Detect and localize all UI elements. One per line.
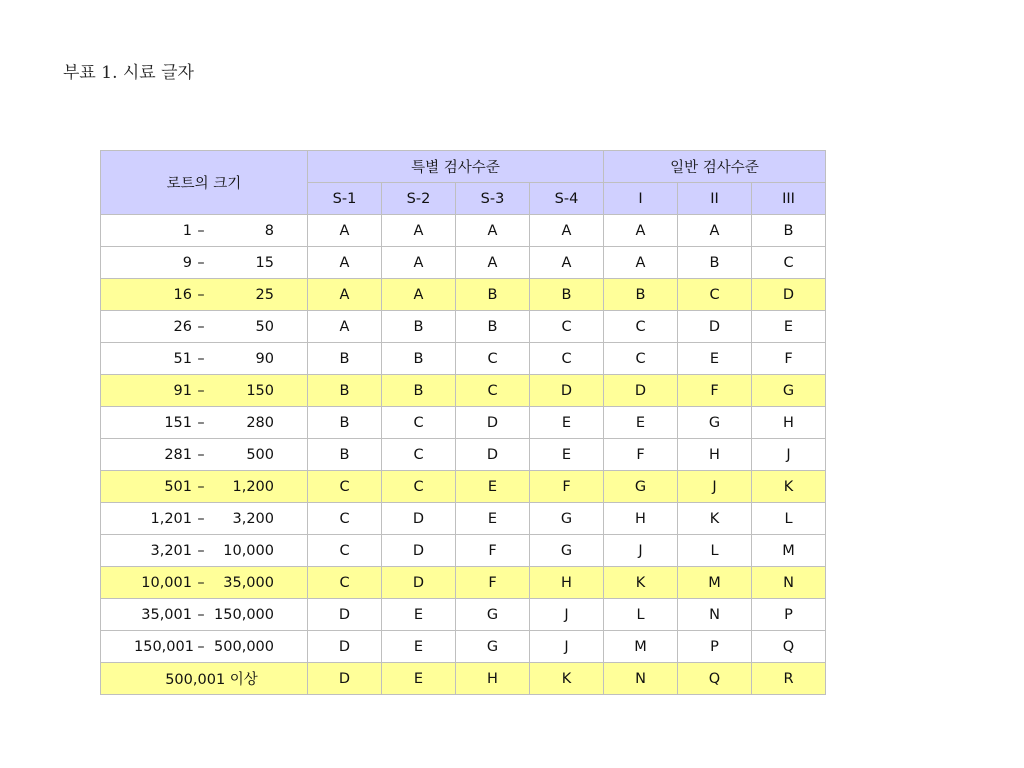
range-dash: – [197, 254, 205, 271]
level-header-s4: S-4 [530, 183, 604, 215]
lot-size-range [134, 511, 274, 527]
table-row [101, 567, 826, 599]
code-letter-cell-ii: P [678, 631, 752, 663]
code-letter-cell-iii: M [752, 535, 826, 567]
code-letter-cell-s4: D [530, 375, 604, 407]
code-letter-cell-s1: D [308, 631, 382, 663]
code-letter-cell-s1: D [308, 663, 382, 695]
code-letter-cell-i: B [604, 279, 678, 311]
lot-size-cell [101, 279, 308, 311]
code-letter-cell-s4: E [530, 407, 604, 439]
code-letter-cell-s3: A [456, 215, 530, 247]
code-letter-cell-s2: A [382, 279, 456, 311]
code-letter-cell-s2: C [382, 471, 456, 503]
code-letter-cell-s2: C [382, 439, 456, 471]
level-header-s1: S-1 [308, 183, 382, 215]
code-letter-cell-s3: C [456, 375, 530, 407]
code-letter-cell-s4: J [530, 631, 604, 663]
code-letter-cell-ii: D [678, 311, 752, 343]
lot-size-cell [101, 631, 308, 663]
lot-size-range [134, 607, 274, 623]
level-header-s3: S-3 [456, 183, 530, 215]
code-letter-cell-s3: F [456, 535, 530, 567]
code-letter-cell-ii: A [678, 215, 752, 247]
code-letter-cell-ii: J [678, 471, 752, 503]
range-dash: – [197, 286, 205, 303]
lot-size-to: 500,000 [214, 638, 274, 655]
lot-size-cell [101, 471, 308, 503]
code-letter-cell-iii: N [752, 567, 826, 599]
range-dash: – [197, 510, 205, 527]
lot-size-from: 9 [182, 254, 192, 271]
code-letter-cell-i: N [604, 663, 678, 695]
code-letter-cell-ii: L [678, 535, 752, 567]
lot-size-label: 500,001 이상 [165, 672, 258, 688]
code-letter-cell-s1: C [308, 471, 382, 503]
lot-size-to: 15 [255, 254, 274, 271]
level-header-iii: III [752, 183, 826, 215]
code-letter-cell-s1: B [308, 343, 382, 375]
code-letter-cell-s2: A [382, 247, 456, 279]
code-letter-cell-iii: J [752, 439, 826, 471]
lot-size-to: 10,000 [223, 542, 274, 559]
lot-size-from: 26 [173, 318, 192, 335]
lot-size-range [134, 575, 274, 591]
table-row [101, 535, 826, 567]
code-letter-cell-s2: B [382, 375, 456, 407]
code-letter-cell-ii: H [678, 439, 752, 471]
lot-size-from: 16 [173, 286, 192, 303]
range-dash: – [197, 318, 205, 335]
lot-size-range [134, 543, 274, 559]
code-letter-cell-s2: A [382, 215, 456, 247]
lot-size-cell [101, 247, 308, 279]
range-dash: – [197, 478, 205, 495]
code-letter-cell-i: M [604, 631, 678, 663]
lot-size-range [134, 223, 274, 239]
lot-size-cell [101, 311, 308, 343]
lot-size-to: 35,000 [223, 574, 274, 591]
range-dash: – [197, 542, 205, 559]
sample-code-letter-table [100, 150, 826, 695]
range-dash: – [197, 638, 205, 655]
lot-size-to: 25 [255, 286, 274, 303]
code-letter-cell-i: C [604, 311, 678, 343]
lot-size-cell [101, 503, 308, 535]
code-letter-cell-s2: D [382, 535, 456, 567]
code-letter-cell-ii: E [678, 343, 752, 375]
range-dash: – [197, 606, 205, 623]
level-header-ii: II [678, 183, 752, 215]
code-letter-cell-s4: F [530, 471, 604, 503]
lot-size-from: 10,001 [141, 574, 192, 591]
range-dash: – [197, 414, 205, 431]
code-letter-cell-s4: C [530, 343, 604, 375]
code-letter-cell-ii: Q [678, 663, 752, 695]
code-letter-cell-s2: D [382, 567, 456, 599]
code-letter-cell-s4: B [530, 279, 604, 311]
code-letter-cell-s3: D [456, 439, 530, 471]
code-letter-cell-s1: B [308, 439, 382, 471]
table-body [101, 215, 826, 695]
header-row-groups [101, 151, 826, 183]
code-letter-cell-s4: A [530, 247, 604, 279]
code-letter-cell-s1: C [308, 503, 382, 535]
lot-size-range [134, 351, 274, 367]
range-dash: – [197, 382, 205, 399]
table-row [101, 471, 826, 503]
code-letter-cell-s4: K [530, 663, 604, 695]
code-letter-cell-i: J [604, 535, 678, 567]
code-letter-cell-s3: F [456, 567, 530, 599]
lot-size-cell [101, 407, 308, 439]
lot-size-range [134, 287, 274, 303]
table-row [101, 311, 826, 343]
table-row [101, 663, 826, 695]
code-letter-cell-s1: A [308, 247, 382, 279]
table-row [101, 215, 826, 247]
code-letter-cell-iii: R [752, 663, 826, 695]
code-letter-cell-s4: E [530, 439, 604, 471]
code-letter-cell-s3: E [456, 471, 530, 503]
code-letter-cell-s1: B [308, 375, 382, 407]
code-letter-cell-s1: B [308, 407, 382, 439]
code-letter-cell-iii: C [752, 247, 826, 279]
range-dash: – [197, 446, 205, 463]
lot-size-from: 3,201 [150, 542, 192, 559]
lot-size-to: 150,000 [214, 606, 274, 623]
lot-size-to: 280 [246, 414, 274, 431]
code-letter-cell-s3: B [456, 311, 530, 343]
code-letter-cell-iii: G [752, 375, 826, 407]
lot-size-to: 1,200 [232, 478, 274, 495]
level-header-i: I [604, 183, 678, 215]
code-letter-cell-s4: J [530, 599, 604, 631]
code-letter-cell-iii: E [752, 311, 826, 343]
range-dash: – [197, 350, 205, 367]
code-letter-cell-ii: K [678, 503, 752, 535]
range-dash: – [197, 222, 205, 239]
lot-size-from: 151 [164, 414, 192, 431]
code-letter-cell-s4: A [530, 215, 604, 247]
table-row [101, 599, 826, 631]
code-letter-cell-i: L [604, 599, 678, 631]
lot-size-to: 8 [264, 222, 274, 239]
code-letter-cell-s1: A [308, 215, 382, 247]
general-level-group-header: 일반 검사수준 [604, 151, 826, 183]
code-letter-cell-s2: E [382, 631, 456, 663]
code-letter-cell-s1: C [308, 567, 382, 599]
code-letter-cell-s3: G [456, 599, 530, 631]
code-letter-cell-iii: B [752, 215, 826, 247]
code-letter-cell-i: D [604, 375, 678, 407]
table-row [101, 503, 826, 535]
code-letter-cell-iii: Q [752, 631, 826, 663]
lot-size-cell [101, 375, 308, 407]
code-letter-cell-i: H [604, 503, 678, 535]
code-letter-cell-s1: A [308, 279, 382, 311]
lot-size-from: 35,001 [141, 606, 192, 623]
code-letter-cell-s3: G [456, 631, 530, 663]
lot-size-cell [101, 599, 308, 631]
lot-size-range [134, 255, 274, 271]
code-letter-cell-s4: G [530, 503, 604, 535]
code-letter-cell-iii: D [752, 279, 826, 311]
code-letter-cell-s2: E [382, 599, 456, 631]
code-letter-cell-i: A [604, 247, 678, 279]
table-row [101, 343, 826, 375]
code-letter-cell-i: F [604, 439, 678, 471]
code-letter-cell-ii: M [678, 567, 752, 599]
code-letter-cell-ii: G [678, 407, 752, 439]
code-letter-cell-s2: B [382, 343, 456, 375]
code-letter-cell-s2: B [382, 311, 456, 343]
code-letter-cell-s4: C [530, 311, 604, 343]
code-letter-cell-s1: C [308, 535, 382, 567]
code-letter-cell-s3: E [456, 503, 530, 535]
code-letter-cell-iii: K [752, 471, 826, 503]
code-letter-cell-s3: C [456, 343, 530, 375]
lot-size-cell [101, 663, 308, 695]
lot-size-to: 3,200 [232, 510, 274, 527]
lot-size-range [134, 319, 274, 335]
level-header-s2: S-2 [382, 183, 456, 215]
special-level-group-header: 특별 검사수준 [308, 151, 604, 183]
code-letter-cell-s4: G [530, 535, 604, 567]
range-dash: – [197, 574, 205, 591]
lot-size-cell [101, 215, 308, 247]
lot-size-range [134, 447, 274, 463]
table-row [101, 279, 826, 311]
code-letter-cell-iii: F [752, 343, 826, 375]
lot-size-from: 91 [173, 382, 192, 399]
code-letter-cell-i: A [604, 215, 678, 247]
code-letter-cell-i: C [604, 343, 678, 375]
lot-size-from: 501 [164, 478, 192, 495]
code-letter-cell-s4: H [530, 567, 604, 599]
code-letter-cell-s3: H [456, 663, 530, 695]
code-letter-cell-s3: D [456, 407, 530, 439]
lot-size-from: 1,201 [150, 510, 192, 527]
code-letter-cell-s2: C [382, 407, 456, 439]
lot-size-range [134, 639, 274, 655]
page-title: 부표 1. 시료 글자 [63, 63, 194, 83]
table-row [101, 247, 826, 279]
lot-size-range [134, 383, 274, 399]
code-letter-cell-iii: L [752, 503, 826, 535]
lot-size-to: 50 [255, 318, 274, 335]
lot-size-to: 500 [246, 446, 274, 463]
code-letter-cell-ii: C [678, 279, 752, 311]
table-row [101, 375, 826, 407]
code-letter-cell-i: E [604, 407, 678, 439]
code-letter-cell-s2: D [382, 503, 456, 535]
code-letter-cell-i: G [604, 471, 678, 503]
lot-size-to: 150 [246, 382, 274, 399]
code-letter-cell-s3: B [456, 279, 530, 311]
table-row [101, 631, 826, 663]
code-letter-cell-s1: D [308, 599, 382, 631]
lot-size-cell [101, 567, 308, 599]
lot-size-cell [101, 343, 308, 375]
code-letter-cell-s3: A [456, 247, 530, 279]
table-row [101, 439, 826, 471]
code-letter-cell-s2: E [382, 663, 456, 695]
lot-size-cell [101, 439, 308, 471]
code-letter-cell-ii: N [678, 599, 752, 631]
lot-size-from: 51 [173, 350, 192, 367]
code-letter-cell-i: K [604, 567, 678, 599]
lot-size-range [134, 479, 274, 495]
lot-size-to: 90 [255, 350, 274, 367]
code-letter-cell-iii: H [752, 407, 826, 439]
code-letter-cell-ii: B [678, 247, 752, 279]
code-letter-cell-s1: A [308, 311, 382, 343]
lot-size-from: 281 [164, 446, 192, 463]
lot-size-range [134, 415, 274, 431]
lot-size-from: 150,001 [134, 638, 194, 655]
lot-size-header: 로트의 크기 [101, 151, 308, 215]
code-letter-cell-iii: P [752, 599, 826, 631]
lot-size-from: 1 [182, 222, 192, 239]
table-row [101, 407, 826, 439]
code-letter-cell-ii: F [678, 375, 752, 407]
lot-size-cell [101, 535, 308, 567]
